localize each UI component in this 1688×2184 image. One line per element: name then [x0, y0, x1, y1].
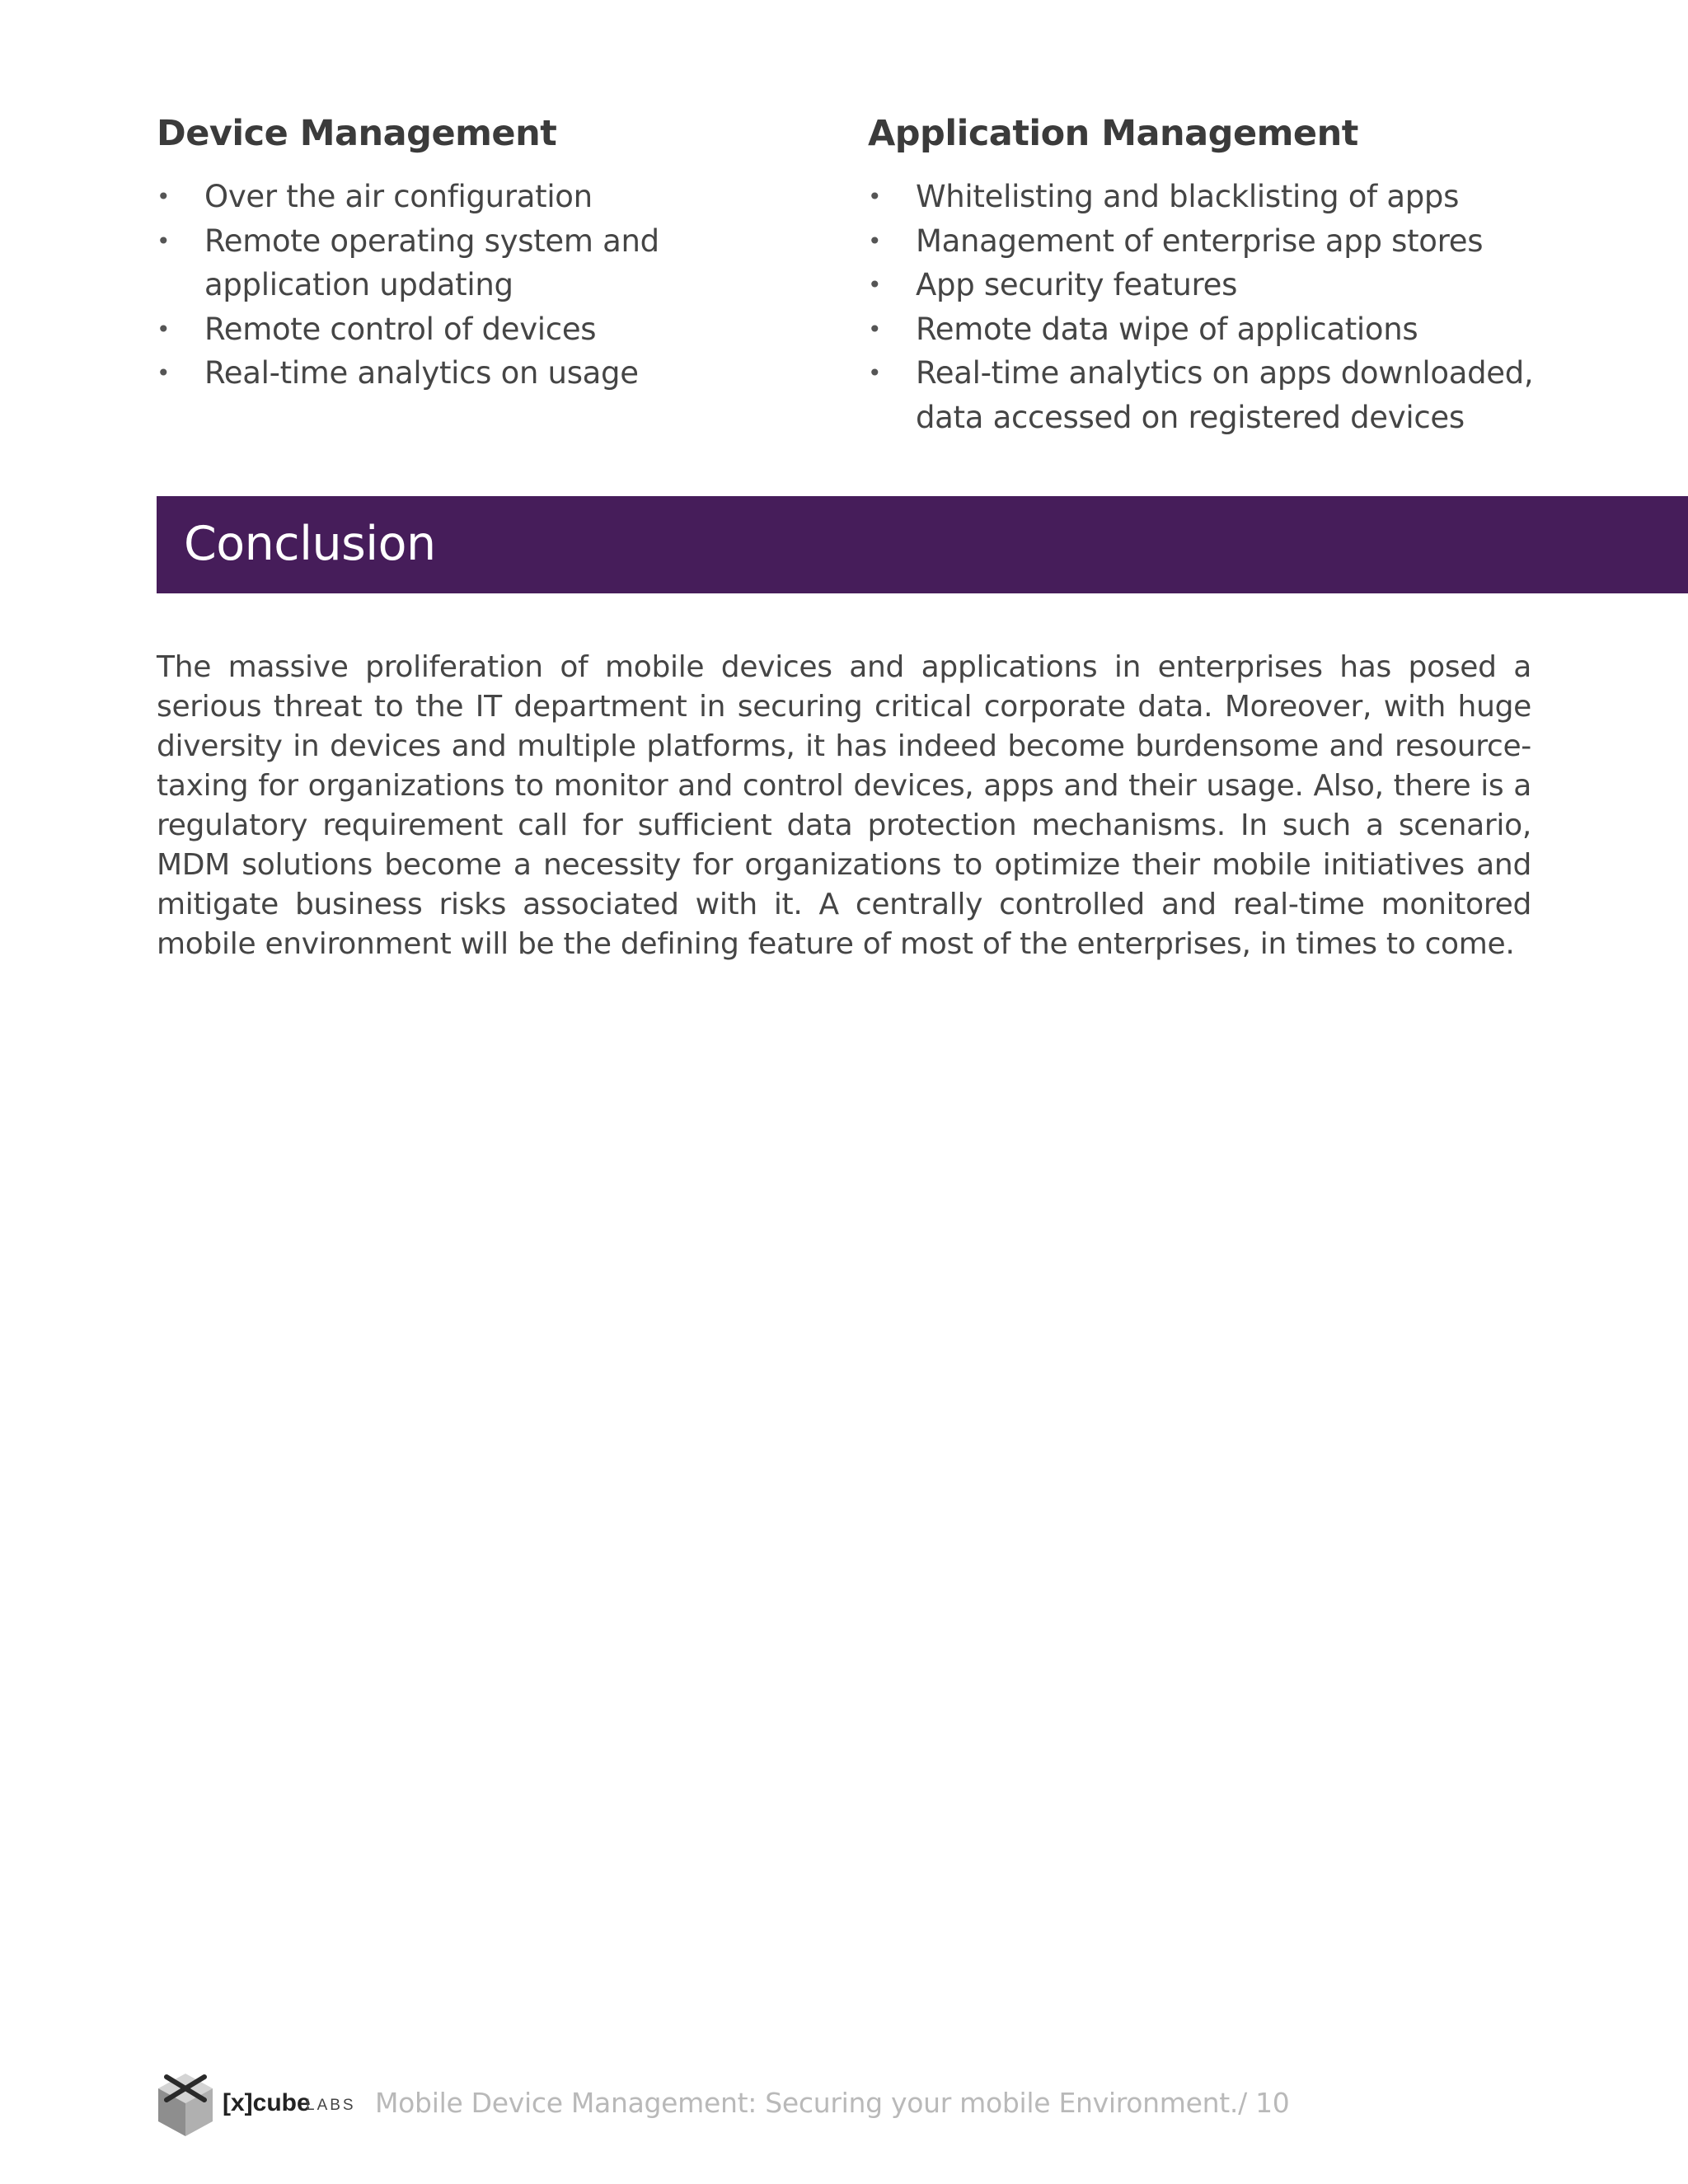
bullet-dot-icon: • [868, 183, 882, 210]
list-item: • Remote operating system and application updating [157, 219, 832, 307]
bullet-dot-icon: • [868, 315, 882, 343]
footer-caption: Mobile Device Management: Securing your mobile Environment./ 10 [375, 2087, 1290, 2119]
logo-subtext: LABS [306, 2097, 356, 2114]
application-management-section [868, 107, 1544, 439]
bullet-dot-icon: • [868, 271, 882, 298]
bullet-dot-icon: • [157, 359, 171, 387]
list-item: • Remote control of devices [157, 307, 832, 352]
bullet-dot-icon: • [157, 315, 171, 343]
bullet-dot-icon: • [157, 183, 171, 210]
conclusion-banner [157, 496, 1688, 593]
cube-logo-icon [155, 2070, 216, 2139]
list-item: • Real-time analytics on apps downloaded, data accessed on registered devices [868, 351, 1544, 439]
conclusion-body: The massive proliferation of mobile devices and applications in enterprises has posed a serious threat to the IT department in securing critical corporate data. Moreover, with huge diversity in devices and multiple platforms, it has indeed become burdensome and resource-taxing for organizations to monitor and control devices, apps and their usage. Also, there is a regulatory requirement call for sufficient data protection mechanisms. In such a scenario, MDM solutions become a necessity for organizations to optimize their mobile initiatives and mitigate business risks associated with it. A centrally controlled and real-time monitored mobile environment will be the defining feature of most of the enterprises, in times to come. [157, 650, 1531, 961]
page-footer [155, 2070, 1556, 2144]
list-item: • Whitelisting and blacklisting of apps [868, 175, 1544, 219]
list-item: • Real-time analytics on usage [157, 351, 832, 396]
application-management-list [868, 175, 1544, 439]
device-management-heading: Device Management [157, 113, 557, 154]
logo-text: [x]cube [223, 2089, 311, 2116]
feature-columns [157, 107, 1688, 453]
bullet-dot-icon: • [868, 227, 882, 255]
conclusion-title: Conclusion [184, 517, 436, 571]
device-management-list [157, 175, 832, 396]
bullet-dot-icon: • [868, 359, 882, 387]
list-item: • Management of enterprise app stores [868, 219, 1544, 264]
device-management-section [157, 107, 832, 396]
bullet-dot-icon: • [157, 227, 171, 255]
list-item: • Remote data wipe of applications [868, 307, 1544, 352]
list-item: • App security features [868, 263, 1544, 307]
application-management-heading: Application Management [868, 113, 1358, 154]
list-item: • Over the air configuration [157, 175, 832, 219]
